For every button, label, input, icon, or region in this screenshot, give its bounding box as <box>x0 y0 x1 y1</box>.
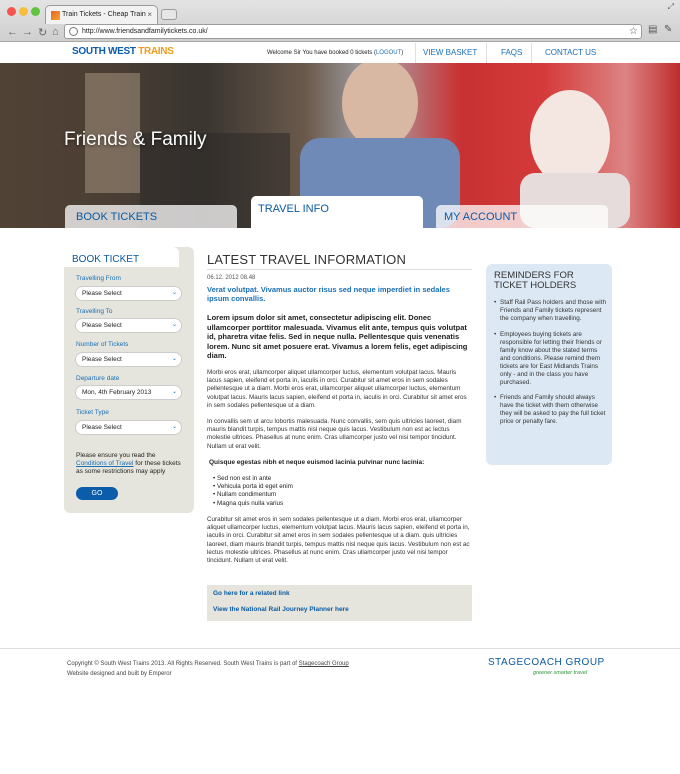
article-subheading: Quisque egestas nibh et neque euismod lacinia pulvinar nunc lacinia: <box>209 459 425 466</box>
stagecoach-tagline: greener smarter travel <box>533 670 588 676</box>
tab-my-account[interactable]: MY ACCOUNT <box>436 205 608 228</box>
view-basket-link[interactable]: VIEW BASKET <box>423 48 478 57</box>
list-item: • Magna quis nulla varius <box>213 499 284 507</box>
travelling-to-label: Travelling To <box>76 308 113 315</box>
browser-tab[interactable] <box>45 5 158 24</box>
globe-icon <box>69 27 78 36</box>
departure-date-label: Departure date <box>76 375 120 382</box>
back-icon[interactable]: ← <box>7 26 18 38</box>
favicon-icon <box>51 11 60 20</box>
copyright-text: Copyright © South West Trains 2013. All Rights Reserved. South West Trains is part of Stagecoach Group Website designed and built by Emperor <box>67 661 349 677</box>
url-text[interactable]: http://www.friendsandfamilytickets.co.uk/ <box>82 28 208 35</box>
article-paragraph: Curabitur sit amet eros in sem sodales pellentesque ut a diam. Morbi eros erat, ullamcorper aliquet ullamcorper luctus, elementum volutpat lacus. Mauris lacus sapien, eleifend et porta in, iaculis in orci. Curabitur sit amet eros in sem sodales pellentesque ut a diam. quis ultricies laoreet, diam mauris blandit turpis, tempus mattis nisl neque quis lacus. Vestibulum non est ac lectus molestie ultrices. Phasellus at nunc enim. Cras ullamcorper justo vel nisi tempor tincidunt. Nullam ut erat velit. <box>207 516 470 565</box>
contact-us-link[interactable]: CONTACT US <box>545 48 597 57</box>
forward-icon[interactable]: → <box>22 26 33 38</box>
travelling-from-select[interactable]: Please Select ⌄ <box>76 287 181 300</box>
article-paragraph: Morbi eros erat, ullamcorper aliquet ullamcorper luctus, elementum volutpat lacus. Mauris lacus sapien, eleifend et porta in, iaculis in orci. Curabitur sit amet eros in sem sodales pellentesque ut a diam. Morbi eros erat, ullamcorper aliquet ullamcorper luctus, elementum volutpat lacus. Mauris lacus sapien, eleifend et porta in, iaculis in orci. Curabitur sit amet eros in sem sodales pellentesque ut a diam. <box>207 369 467 409</box>
article-date: 06.12. 2012 08.48 <box>207 275 256 281</box>
chevron-down-icon: ⌄ <box>171 389 177 395</box>
article-lead-blue: Verat volutpat. Vivamus auctor risus sed neque imperdiet in sedales ipsum convallis. <box>207 285 450 303</box>
site-credit: Website designed and built by Emperor <box>67 671 172 677</box>
list-item: • Staff Rail Pass holders and those with Friends and Family tickets represent the company when travelling. <box>494 299 606 323</box>
book-ticket-panel <box>64 247 194 513</box>
title-divider <box>207 269 472 270</box>
reload-icon[interactable]: ↻ <box>38 27 48 39</box>
wrench-icon[interactable]: ✎ <box>664 24 673 35</box>
reminders-panel <box>486 264 612 465</box>
browser-chrome <box>0 0 680 42</box>
list-item: • Friends and Family should always have the ticket with them otherwise they will be asked to pay the full ticket price or penalty fare. <box>494 394 606 426</box>
chevron-down-icon: ⌄ <box>171 424 177 430</box>
extension-icon[interactable]: ▤ <box>648 24 658 35</box>
go-button[interactable]: GO <box>76 487 118 500</box>
conditions-note: Please ensure you read the Conditions of Travel for these tickets as some restrictions may apply <box>76 452 181 475</box>
chevron-down-icon: ⌄ <box>171 322 177 328</box>
site-top-bar <box>0 43 680 63</box>
bookmark-star-icon[interactable]: ☆ <box>629 26 638 37</box>
nav-divider <box>531 43 532 63</box>
list-item: • Sed non est in ante <box>213 475 272 482</box>
ticket-type-select[interactable]: Please Select ⌄ <box>76 421 181 434</box>
chevron-down-icon: ⌄ <box>171 356 177 362</box>
chevron-down-icon: ⌄ <box>171 290 177 296</box>
travelling-to-select[interactable]: Please Select ⌄ <box>76 319 181 332</box>
related-link[interactable]: Go here for a related link <box>213 590 290 597</box>
stagecoach-logo[interactable]: STAGECOACH GROUP <box>488 657 605 668</box>
article-bullet-list <box>213 475 293 508</box>
tab-title: Train Tickets - Cheap Train <box>62 11 146 18</box>
number-of-tickets-label: Number of Tickets <box>76 341 129 348</box>
reminders-heading: REMINDERS FOR TICKET HOLDERS <box>494 270 577 291</box>
minimize-window-icon[interactable] <box>19 7 28 16</box>
related-links-box <box>207 585 472 621</box>
site-footer <box>0 648 680 774</box>
welcome-message: Welcome Sir You have booked 0 tickets (LOGOUT) <box>267 50 404 56</box>
tab-travel-info[interactable]: TRAVEL INFO <box>251 196 423 228</box>
logout-link[interactable]: LOGOUT <box>375 50 402 56</box>
nav-divider <box>486 43 487 63</box>
hero-banner <box>0 63 680 228</box>
list-item: • Nullam condimentum <box>213 491 277 499</box>
number-of-tickets-select[interactable]: Please Select ⌄ <box>76 353 181 366</box>
faqs-link[interactable]: FAQS <box>501 48 523 57</box>
address-bar[interactable] <box>64 24 642 39</box>
fullscreen-icon[interactable]: ⤢ <box>667 2 674 11</box>
page-title: LATEST TRAVEL INFORMATION <box>207 252 407 267</box>
close-tab-icon[interactable]: × <box>147 10 152 19</box>
tab-book-tickets[interactable]: BOOK TICKETS <box>65 205 237 228</box>
conditions-of-travel-link[interactable]: Conditions of Travel <box>76 460 134 467</box>
list-item: • Vehicula porta id eget enim <box>213 483 293 491</box>
journey-planner-link[interactable]: View the National Rail Journey Planner here <box>213 606 349 613</box>
list-item: • Employees buying tickets are responsible for letting their friends or family know about the stated terms and conditions. Please remind them tickets are for East Midlands Trains only - and in the class you have purchased. <box>494 331 606 387</box>
stagecoach-group-link[interactable]: Stagecoach Group <box>298 661 349 667</box>
home-icon[interactable]: ⌂ <box>52 26 59 38</box>
close-window-icon[interactable] <box>7 7 16 16</box>
site-logo[interactable]: SOUTH WEST TRAINS <box>72 46 174 57</box>
new-tab-button[interactable] <box>161 9 177 20</box>
book-ticket-heading: BOOK TICKET <box>64 247 179 267</box>
nav-divider <box>415 43 416 63</box>
travelling-from-label: Travelling From <box>76 275 121 282</box>
departure-date-select[interactable]: Mon, 4th February 2013 ⌄ <box>76 386 181 399</box>
zoom-window-icon[interactable] <box>31 7 40 16</box>
reminders-list <box>494 299 606 434</box>
hero-title: Friends & Family <box>64 129 207 150</box>
ticket-type-label: Ticket Type <box>76 409 109 416</box>
article-paragraph: In convallis sem ut arcu lobortis malesuada. Nunc convallis, sem quis ultricies laoreet, diam mauris blandit turpis, tempus mattis nisl neque quis lacus. Vestibulum non est ac lectus molestie ultrices. Phasellus at nunc enim. Cras ullamcorper justo vel nisi tempor tincidunt. Nullam ut erat velit. <box>207 418 462 450</box>
article-lead-bold: Lorem ipsum dolor sit amet, consectetur adipiscing elit. Donec ullamcorper porttitor malesuada. Vivamus elit ante, tempus quis volutpat id, pharetra vitae felis. Sed in neque nulla. Pellentesque quis venenatis lorem. Nunc sit amet posuere erat. Vivamus a lorem felis, eget adipiscing diam. <box>207 313 468 361</box>
